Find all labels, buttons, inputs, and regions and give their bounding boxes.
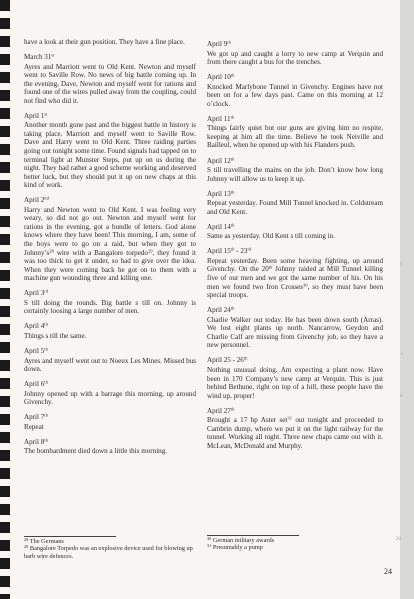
- diary-entry: [24, 347, 196, 374]
- footnote: $^{30}$ German military awards: [207, 536, 275, 544]
- binding-edge: [0, 0, 10, 599]
- entry-text: S till travelling the mains on the job. Don’t know how long Johnny will allow us to keep it up.: [207, 166, 383, 183]
- diary-entry: [207, 356, 383, 400]
- entry-text: Things fairly quiet but our guns are giving him no respite, keeping at him all the time. Believe he took Neiville and Bailleul, when he opened up with his Flanders push.: [207, 124, 383, 150]
- entry-date: April 8th: [24, 437, 48, 446]
- diary-entry: [24, 196, 196, 282]
- footnotes-left: [24, 538, 198, 560]
- diary-entry: [207, 73, 383, 108]
- entry-date: April 9th: [207, 39, 231, 48]
- footnote-rule: [24, 536, 116, 537]
- entry-date: March 31st: [24, 52, 55, 62]
- entry-text: Charlie Walker out today. He has been down south (Arras). We lost eight plants up north. Nancarrow, Geydon and Charlie Calf are missing from Givenchy job, so they have a new personnel.: [207, 315, 383, 350]
- entry-text: Brought a 17 hp Aster set$^{31}$ out tonight and proceeded to Cambrin dump, where we put it on the light railway for the tunnel. Working all night. Three new chaps came out with it. McLean, McDonald and Murphy.: [207, 415, 383, 450]
- margin-mark: n: [400, 394, 403, 399]
- entry-text: Repeat yesterday. Found Mill Tunnel knocked in. Coldstream and Old Kent.: [207, 199, 383, 216]
- entry-text: Knocked Marlybone Tunnel in Givenchy. Engines have not been on for a few days past. Came on this morning at 12 o’clock.: [207, 82, 383, 108]
- entry-date: April 2nd: [24, 195, 49, 205]
- diary-entry: [207, 40, 383, 67]
- entry-text: We got up and caught a lorry to new camp at Verquin and from there caught a bus for the trenches.: [207, 49, 383, 67]
- footnote-ref: 29: [147, 247, 153, 253]
- margin-mark: r: [401, 352, 403, 357]
- entry-text: Another month gone past and the biggest battle in history is taking place. Marriott and myself went to Saville Row. Dave and Harry went to Old Kent. Three raiding parties going out tonight some time. Found signals had tapped on to terminal light at Munster Steps, put up on us during the night. They had rather a good scheme working and deserved better luck, but they should put it up on new chaps at this kind of work.: [24, 121, 197, 190]
- entry-date: April 24th: [207, 305, 235, 315]
- entry-date: April 25 - 26th: [207, 355, 248, 365]
- footnote: $^{31}$ Presumably a pump: [207, 543, 263, 552]
- diary-entry: [207, 115, 383, 150]
- entry-text: Same as yesterday. Old Kent s till coming in.: [207, 232, 335, 241]
- entry-text: Repeat: [24, 422, 44, 431]
- entry-text: Nothing unusual doing. Am expecting a plant now. Have been in 170 Company’s new camp at Verquin. This is just behind Bethune, right on top of a hill, these people have the wind up, proper!: [207, 365, 383, 400]
- diary-entry: [207, 223, 383, 241]
- entry-date: April 15th - 23rd: [207, 246, 252, 256]
- diary-entry: [24, 438, 196, 456]
- footnote-ref: 30: [303, 281, 308, 287]
- entry-text: Johnny opened up with a barrage this morning, up around Givenchy.: [24, 389, 196, 407]
- entry-date: April 10th: [207, 72, 235, 82]
- diary-entry: [207, 407, 383, 451]
- intro-paragraph: [24, 38, 196, 47]
- entry-text: Ayres and myself went out to Noeux Les Mines. Missed bus down.: [24, 356, 196, 374]
- entry-text: Things s till the same.: [24, 331, 87, 340]
- right-column: [207, 40, 383, 457]
- footnote-rule: [207, 535, 299, 536]
- footnotes-right: [207, 537, 383, 552]
- entry-text: Harry and Newton went to Old Kent. I was feeling very weary, so did not go out. Newton and myself went for rations in the evening, got a bundle of letters. God alone knows where they have been! This morning, I am, some of the boys were to go on a raid, but when they got to $Johnny’s^{28}$ wire with a Bangalore torpedo$^{29}$, they found it was too thick to get it under, so had to give over the idea. When they were coming back he got on to them with a machine gun wounding three and killing one.: [24, 205, 196, 283]
- diary-entry: [207, 190, 383, 217]
- diary-entry: [207, 306, 383, 350]
- entry-date: April 11th: [207, 114, 235, 123]
- margin-mark: 20: [396, 537, 401, 542]
- footnote: $^{28}$ The Germans: [24, 537, 64, 545]
- entry-text: Ayres and Marriott went to Old Kent. Newton and myself went to Saville Row. No news of big battle coming up. In the evening, Dave, Newton and myself went for rations and found one of the wires pulled away from the coupling, could not find who did it.: [24, 62, 196, 105]
- entry-date: April 7th: [24, 412, 48, 422]
- footnote: $^{29}$ Bangalore Torpedo was an explosive device used for blowing up barb wire defences.: [24, 544, 193, 560]
- entry-text: Repeat yesterday. Been some heaving fighting, up around Givenchy. On the 20th Johnny raided at Mill Tunnel killing five of our men and we got the same number of his. On his men we found two Iron Crosses$^{30}$, so they must have been special troops.: [207, 256, 383, 300]
- diary-entry: [24, 322, 196, 340]
- entry-date: April 4th: [24, 321, 48, 331]
- page-number: 24: [384, 567, 392, 576]
- footnote-ref: 31: [287, 415, 292, 421]
- entry-date: April 1st: [24, 111, 48, 120]
- diary-entry: [207, 157, 383, 184]
- entry-date: April 12th: [207, 155, 235, 165]
- entry-date: April 14th: [207, 222, 235, 231]
- left-column: [24, 38, 196, 462]
- diary-entry: [24, 380, 196, 407]
- diary-entry: [24, 53, 196, 105]
- entry-date: April 13th: [207, 189, 235, 198]
- diary-entry: [24, 289, 196, 316]
- entry-text: The bombardment died down a little this morning.: [24, 447, 168, 456]
- entry-text: S till doing the rounds. Big battle s till on. Johnny is certainly loosing a large number of men.: [24, 298, 196, 316]
- diary-entry: [24, 112, 196, 190]
- footnote-ref: 28: [49, 247, 54, 253]
- diary-entry: [24, 413, 196, 431]
- margin-mark: y: [400, 262, 403, 267]
- entry-date: April 27th: [207, 406, 235, 415]
- diary-entry: [207, 247, 383, 299]
- entry-date: April 6th: [24, 379, 48, 389]
- entry-text: have a look at their gun position. They have a fine place.: [24, 38, 185, 46]
- entry-date: April 5th: [24, 346, 48, 355]
- entry-date: April 3rd: [24, 288, 49, 298]
